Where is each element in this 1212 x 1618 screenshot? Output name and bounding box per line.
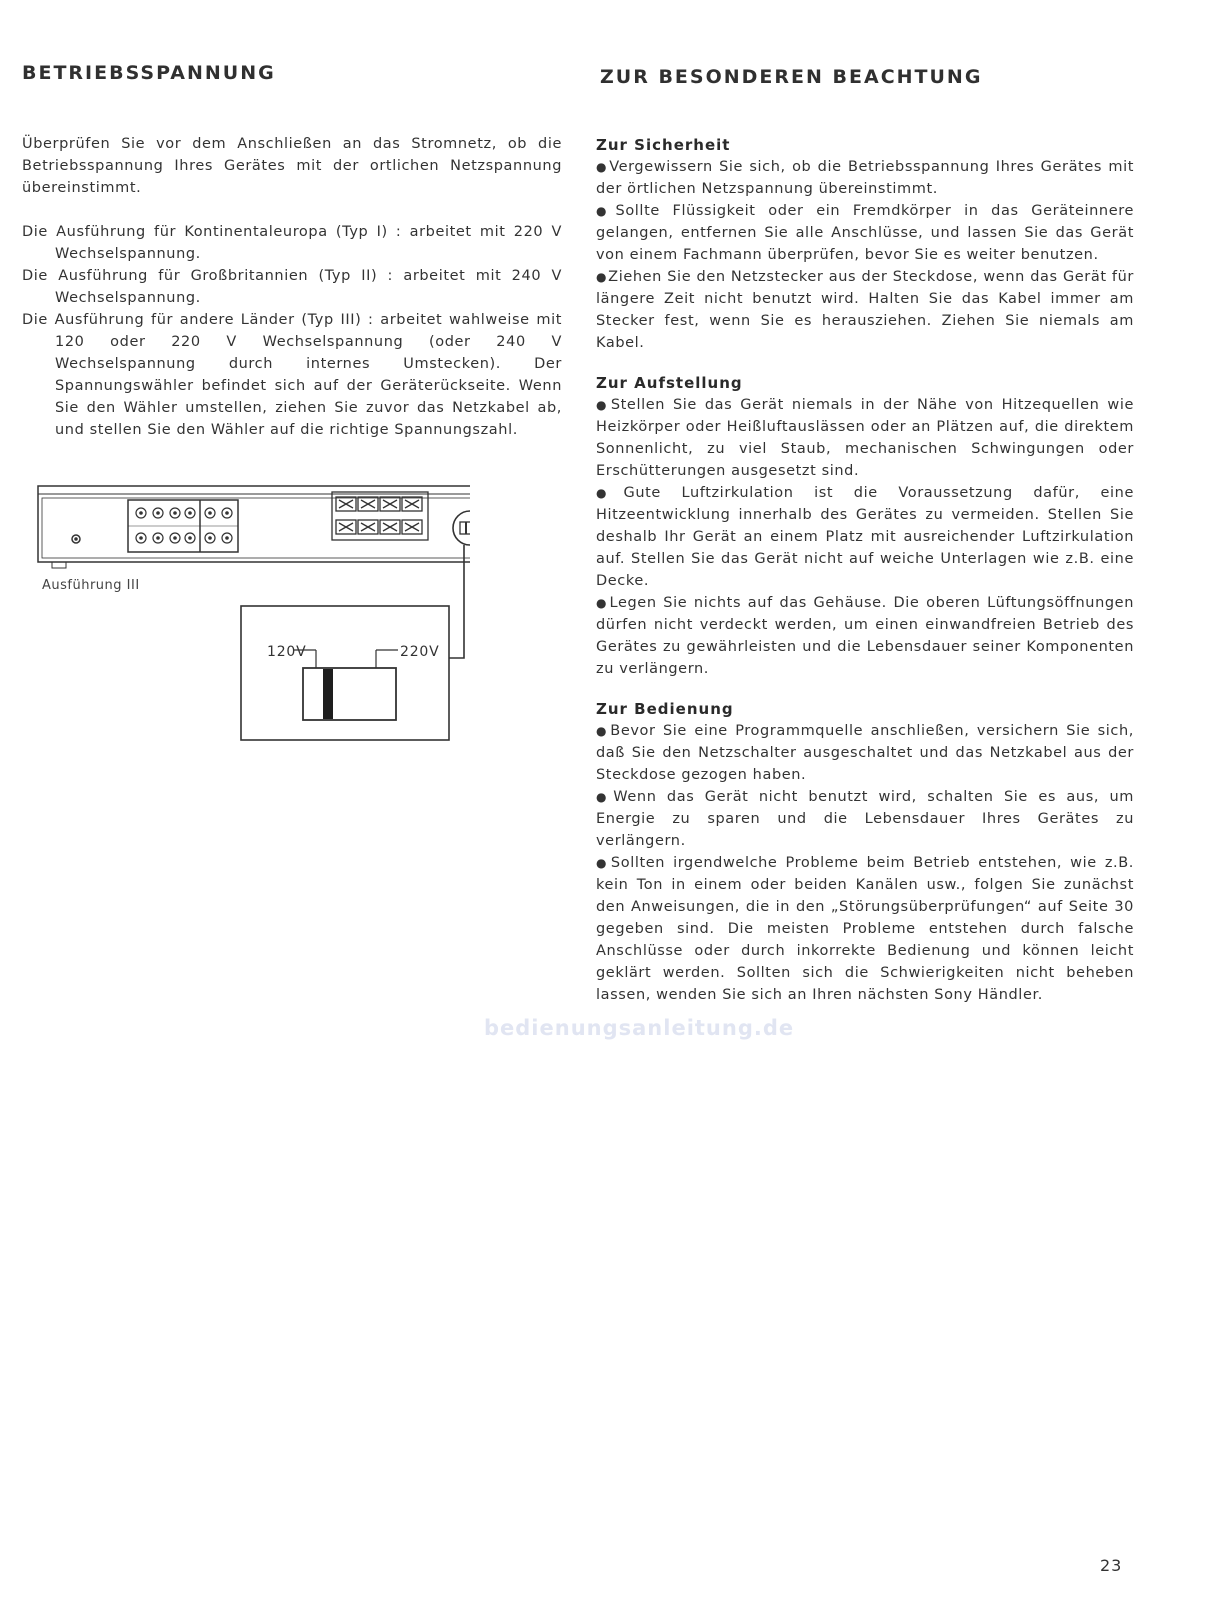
page-number: 23 — [1100, 1556, 1123, 1575]
bullet-icon: ● — [596, 204, 615, 218]
section-setup — [596, 372, 1134, 680]
bullet-item: ●Sollte Flüssigkeit oder ein Fremdkörper in das Geräteinnere gelangen, entfernen Sie alle Anschlüsse, und lassen Sie das Gerät von einem Fachmann überprüfen, bevor Sie es weiter benutzen. — [596, 203, 1134, 263]
bullet-icon: ● — [596, 270, 608, 284]
speaker-terminals — [332, 492, 428, 540]
bullet-item: ●Sollten irgendwelche Probleme beim Betrieb entstehen, wie z.B. kein Ton in einem oder beiden Kanälen usw., folgen Sie zunächst den Anweisungen, die in den „Störungsüberprüfungen“ auf Seite 30 gegeben sind. Die meisten Probleme entstehen durch falsche Anschlüsse oder durch inkorrekte Bedienung und können leicht geklärt werden. Sollten sich die Schwierigkeiten nicht beheben lassen, wenden Sie sich an Ihren nächsten Sony Händler. — [596, 855, 1134, 1003]
voltage-item-type-1: Die Ausführung für Kontinentaleuropa (Typ I) : arbeitet mit 220 V Wechselspannung. — [22, 224, 562, 262]
voltage-selector-switch — [303, 668, 396, 720]
voltage-item-type-2: Die Ausführung für Großbritannien (Typ II) : arbeitet mit 240 V Wechselspannung. — [22, 268, 562, 306]
voltage-selector-highlight-circle — [453, 511, 470, 545]
selector-slider-knob — [323, 669, 333, 719]
bullet-item: ●Gute Luftzirkulation ist die Voraussetzung dafür, eine Hitzeentwicklung innerhalb des Gerätes zu vermeiden. Stellen Sie deshalb Ihr Gerät an einem Platz mit ausreichender Luftzirkulation auf. Stellen Sie das Gerät nicht auf weiche Unterlagen wie z.B. eine Decke. — [596, 485, 1134, 589]
watermark: bedienungsanleitung.de — [484, 1016, 795, 1040]
section-title-setup: Zur Aufstellung — [596, 374, 743, 392]
bullet-item: ●Stellen Sie das Gerät niemals in der Nähe von Hitzequellen wie Heizkörper oder Heißluftauslässen oder an Plätzen auf, die direktem Sonnenlicht, zu viel Staub, mechanischen Schwingungen oder Erschütterungen ausgesetzt sind. — [596, 397, 1134, 479]
bullet-icon: ● — [596, 790, 613, 804]
section-operation — [596, 698, 1134, 1006]
section-title-operation: Zur Bedienung — [596, 700, 734, 718]
bullet-item: ●Legen Sie nichts auf das Gehäuse. Die oberen Lüftungsöffnungen dürfen nicht verdeckt werden, um einen einwandfreien Betrieb des Gerätes zu gewährleisten und die Lebensdauer seiner Komponenten zu verlängern. — [596, 595, 1134, 677]
voltage-selector-diagram — [30, 478, 470, 768]
right-heading: ZUR BESONDEREN BEACHTUNG — [600, 66, 983, 88]
label-220v: 220V — [400, 644, 440, 660]
intro-paragraph: Überprüfen Sie vor dem Anschließen an das Stromnetz, ob die Betriebsspannung Ihres Gerätes mit der ortlichen Netzspannung übereinstimmt. — [22, 136, 562, 196]
bullet-icon: ● — [596, 486, 623, 500]
left-column — [22, 133, 562, 441]
section-safety — [596, 134, 1134, 354]
bullet-item: ●Wenn das Gerät nicht benutzt wird, schalten Sie es aus, um Energie zu sparen und die Lebensdauer Ihres Gerätes zu verlängern. — [596, 789, 1134, 849]
bullet-icon: ● — [596, 398, 610, 412]
bullet-icon: ● — [596, 160, 609, 174]
diagram-caption: Ausführung III — [42, 578, 140, 593]
label-120v: 120V — [267, 644, 307, 660]
bullet-item: ●Vergewissern Sie sich, ob die Betriebsspannung Ihres Gerätes mit der örtlichen Netzspannung übereinstimmt. — [596, 159, 1134, 197]
bullet-icon: ● — [596, 596, 609, 610]
bullet-icon: ● — [596, 856, 610, 870]
section-title-safety: Zur Sicherheit — [596, 136, 731, 154]
voltage-item-type-3: Die Ausführung für andere Länder (Typ III) : arbeitet wahlweise mit 120 oder 220 V Wechselspannung (oder 240 V Wechselspannung durch internes Umstecken). Der Spannungswähler befindet sich auf der Geräterückseite. Wenn Sie den Wähler umstellen, ziehen Sie zuvor das Netzkabel ab, und stellen Sie den Wähler auf die richtige Spannungszahl. — [22, 312, 562, 438]
right-column — [596, 134, 1134, 1024]
bullet-item: ●Bevor Sie eine Programmquelle anschließen, versichern Sie sich, daß Sie den Netzschalter ausgeschaltet und das Netzkabel aus der Steckdose gezogen haben. — [596, 723, 1134, 783]
bullet-item: ●Ziehen Sie den Netzstecker aus der Steckdose, wenn das Gerät für längere Zeit nicht benutzt wird. Halten Sie das Kabel immer am Stecker fest, wenn Sie es herausziehen. Ziehen Sie niemals am Kabel. — [596, 269, 1134, 351]
bullet-icon: ● — [596, 724, 610, 738]
left-heading: BETRIEBSSPANNUNG — [22, 62, 276, 84]
rca-jacks — [136, 508, 232, 543]
